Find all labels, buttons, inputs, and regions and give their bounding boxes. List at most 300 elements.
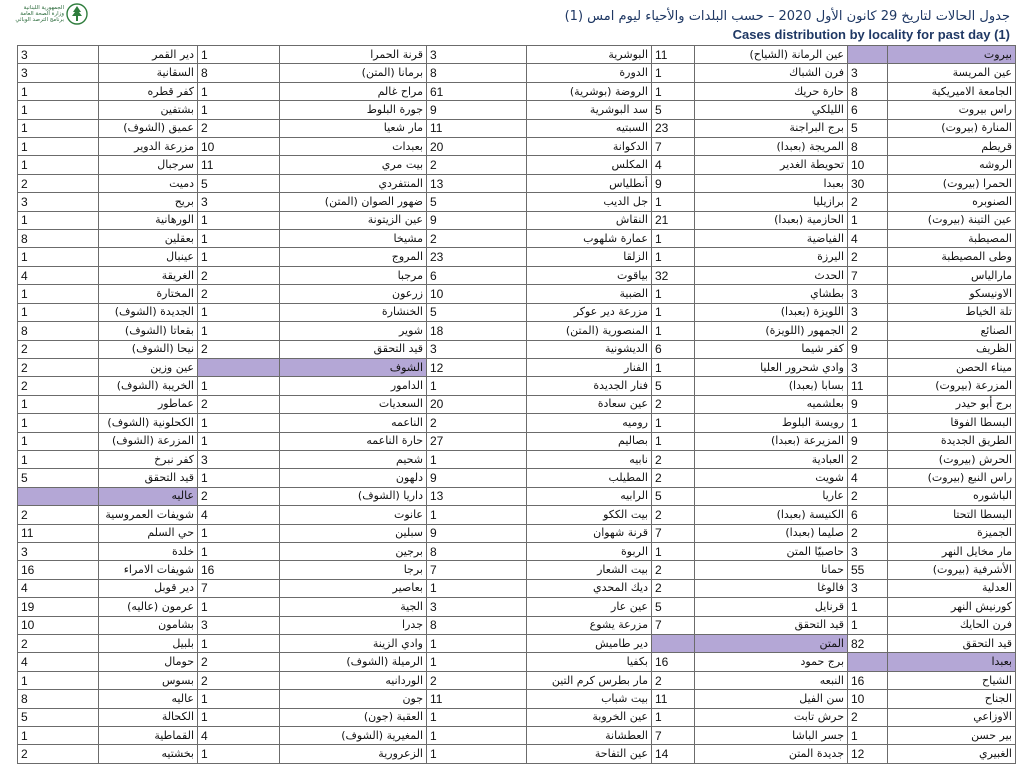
case-count-cell: 1 bbox=[18, 671, 99, 689]
case-count-cell: 10 bbox=[848, 156, 888, 174]
table-row bbox=[18, 616, 1016, 634]
case-count-cell: 3 bbox=[18, 193, 99, 211]
case-count-cell: 2 bbox=[198, 285, 280, 303]
case-count-cell: 20 bbox=[427, 138, 527, 156]
page-header bbox=[0, 0, 1024, 45]
case-count-cell: 1 bbox=[427, 708, 527, 726]
case-count-cell: 1 bbox=[198, 211, 280, 229]
case-count-cell: 1 bbox=[652, 248, 695, 266]
locality-cell: شوير bbox=[280, 322, 427, 340]
case-count-cell: 3 bbox=[848, 303, 888, 321]
case-count-cell: 2 bbox=[848, 524, 888, 542]
table-row bbox=[18, 690, 1016, 708]
case-count-cell: 1 bbox=[198, 432, 280, 450]
locality-cell: قيد التحقق bbox=[695, 616, 848, 634]
table-row bbox=[18, 598, 1016, 616]
table-row bbox=[18, 524, 1016, 542]
locality-cell: المروج bbox=[280, 248, 427, 266]
locality-cell: الدامور bbox=[280, 377, 427, 395]
locality-cell: جدرا bbox=[280, 616, 427, 634]
case-count-cell: 2 bbox=[848, 322, 888, 340]
case-count-cell: 6 bbox=[427, 266, 527, 284]
locality-cell: الطريق الجديدة bbox=[888, 432, 1016, 450]
table-row bbox=[18, 303, 1016, 321]
table-row bbox=[18, 395, 1016, 413]
locality-cell: عين وزين bbox=[99, 358, 198, 376]
locality-cell: الورهانية bbox=[99, 211, 198, 229]
locality-cell: بطشاي bbox=[695, 285, 848, 303]
locality-cell: الخريبة (الشوف) bbox=[99, 377, 198, 395]
locality-cell: قيد التحقق bbox=[888, 635, 1016, 653]
locality-cell: جون bbox=[280, 690, 427, 708]
case-count-cell: 8 bbox=[848, 82, 888, 100]
locality-cell: الغبيري bbox=[888, 745, 1016, 764]
case-count-cell: 2 bbox=[198, 119, 280, 137]
locality-cell: المنارة (بيروت) bbox=[888, 119, 1016, 137]
case-count-cell: 2 bbox=[198, 671, 280, 689]
case-count-cell: 2 bbox=[18, 358, 99, 376]
table-row bbox=[18, 193, 1016, 211]
locality-cell: كورنيش النهر bbox=[888, 598, 1016, 616]
case-count-cell: 2 bbox=[427, 156, 527, 174]
case-count-cell: 16 bbox=[18, 561, 99, 579]
table-row bbox=[18, 635, 1016, 653]
case-count-cell: 9 bbox=[848, 432, 888, 450]
locality-cell: القماطية bbox=[99, 727, 198, 745]
locality-cell: شحيم bbox=[280, 450, 427, 468]
case-count-cell: 5 bbox=[652, 598, 695, 616]
locality-cell: الصنوبره bbox=[888, 193, 1016, 211]
locality-cell: برجا bbox=[280, 561, 427, 579]
case-count-cell: 1 bbox=[18, 156, 99, 174]
locality-cell: اللويزة (بعبدا) bbox=[695, 303, 848, 321]
case-count-cell: 1 bbox=[652, 358, 695, 376]
locality-cell: كفر شيما bbox=[695, 340, 848, 358]
locality-cell: السبتيه bbox=[527, 119, 652, 137]
case-count-cell: 1 bbox=[848, 616, 888, 634]
table-row bbox=[18, 138, 1016, 156]
case-count-cell: 2 bbox=[652, 671, 695, 689]
locality-cell: الجية bbox=[280, 598, 427, 616]
case-count-cell: 10 bbox=[427, 285, 527, 303]
table-row bbox=[18, 414, 1016, 432]
table-row bbox=[18, 340, 1016, 358]
case-count-cell: 14 bbox=[652, 745, 695, 764]
case-count-cell: 2 bbox=[18, 174, 99, 192]
locality-cell: روميه bbox=[527, 414, 652, 432]
case-count-cell: 2 bbox=[198, 395, 280, 413]
table-row bbox=[18, 708, 1016, 726]
table-row bbox=[18, 322, 1016, 340]
case-count-cell: 30 bbox=[848, 174, 888, 192]
locality-cell: الزلقا bbox=[527, 248, 652, 266]
locality-cell: كفر نبرخ bbox=[99, 450, 198, 468]
locality-cell: بريح bbox=[99, 193, 198, 211]
locality-cell: ضهور الصوان (المتن) bbox=[280, 193, 427, 211]
case-count-cell: 1 bbox=[427, 377, 527, 395]
locality-cell: الجناح bbox=[888, 690, 1016, 708]
locality-cell: دلهون bbox=[280, 469, 427, 487]
table-row bbox=[18, 487, 1016, 505]
locality-cell: بسابا (بعبدا) bbox=[695, 377, 848, 395]
table-row bbox=[18, 542, 1016, 560]
locality-cell: نيحا (الشوف) bbox=[99, 340, 198, 358]
case-count-cell: 5 bbox=[848, 119, 888, 137]
locality-cell: بشتفين bbox=[99, 101, 198, 119]
case-count-cell: 3 bbox=[198, 616, 280, 634]
case-count-cell: 5 bbox=[427, 193, 527, 211]
case-count-cell: 11 bbox=[652, 46, 695, 64]
case-count-cell: 21 bbox=[652, 211, 695, 229]
logo-text bbox=[8, 5, 64, 23]
case-count-cell: 32 bbox=[652, 266, 695, 284]
case-count-cell: 5 bbox=[652, 101, 695, 119]
case-count-cell: 7 bbox=[652, 138, 695, 156]
case-count-cell: 1 bbox=[652, 285, 695, 303]
case-count-cell: 1 bbox=[652, 193, 695, 211]
locality-cell: الفياضية bbox=[695, 230, 848, 248]
locality-cell: المريجة (بعبدا) bbox=[695, 138, 848, 156]
region-header-cell bbox=[848, 653, 888, 671]
locality-cell: سبلين bbox=[280, 524, 427, 542]
case-count-cell: 4 bbox=[18, 266, 99, 284]
case-count-cell: 20 bbox=[427, 395, 527, 413]
case-count-cell: 5 bbox=[18, 469, 99, 487]
table-row bbox=[18, 285, 1016, 303]
case-count-cell: 1 bbox=[18, 82, 99, 100]
case-count-cell: 1 bbox=[18, 119, 99, 137]
region-header-cell: الشوف bbox=[280, 358, 427, 376]
locality-cell: قيد التحقق bbox=[99, 469, 198, 487]
case-count-cell: 10 bbox=[848, 690, 888, 708]
case-count-cell: 11 bbox=[427, 690, 527, 708]
case-count-cell: 2 bbox=[18, 377, 99, 395]
case-count-cell: 1 bbox=[198, 82, 280, 100]
case-count-cell: 2 bbox=[198, 653, 280, 671]
table-row bbox=[18, 653, 1016, 671]
locality-cell: بشامون bbox=[99, 616, 198, 634]
locality-cell: عميق (الشوف) bbox=[99, 119, 198, 137]
region-header-cell: المتن bbox=[695, 635, 848, 653]
case-count-cell: 2 bbox=[18, 745, 99, 764]
locality-cell: النبعه bbox=[695, 671, 848, 689]
case-count-cell: 1 bbox=[848, 727, 888, 745]
locality-cell: المنصورية (المتن) bbox=[527, 322, 652, 340]
locality-cell: برازيليا bbox=[695, 193, 848, 211]
case-count-cell: 16 bbox=[652, 653, 695, 671]
case-count-cell: 8 bbox=[18, 230, 99, 248]
case-count-cell: 1 bbox=[848, 598, 888, 616]
locality-cell: سد البوشرية bbox=[527, 101, 652, 119]
locality-cell: سن الفيل bbox=[695, 690, 848, 708]
locality-cell: عين الرمانة (الشياح) bbox=[695, 46, 848, 64]
locality-cell: بعبدا bbox=[695, 174, 848, 192]
locality-cell: عين التفاحة bbox=[527, 745, 652, 764]
locality-cell: مزرعة دير عوكر bbox=[527, 303, 652, 321]
locality-cell: الغريقة bbox=[99, 266, 198, 284]
case-count-cell: 2 bbox=[18, 506, 99, 524]
locality-cell: برج البراجنة bbox=[695, 119, 848, 137]
locality-cell: مراح غالم bbox=[280, 82, 427, 100]
case-count-cell: 5 bbox=[427, 303, 527, 321]
case-count-cell: 61 bbox=[427, 82, 527, 100]
locality-cell: الزعرورية bbox=[280, 745, 427, 764]
case-count-cell: 1 bbox=[427, 506, 527, 524]
locality-cell: بير حسن bbox=[888, 727, 1016, 745]
case-count-cell: 11 bbox=[427, 119, 527, 137]
case-count-cell: 8 bbox=[18, 690, 99, 708]
locality-cell: عمارة شلهوب bbox=[527, 230, 652, 248]
locality-cell: فنار الجديدة bbox=[527, 377, 652, 395]
case-count-cell: 1 bbox=[652, 542, 695, 560]
locality-cell: برج أبو حيدر bbox=[888, 395, 1016, 413]
table-row bbox=[18, 64, 1016, 82]
locality-cell: الديشونية bbox=[527, 340, 652, 358]
case-count-cell: 1 bbox=[198, 230, 280, 248]
case-count-cell: 5 bbox=[18, 708, 99, 726]
locality-cell: فالوغا bbox=[695, 579, 848, 597]
case-count-cell: 2 bbox=[427, 230, 527, 248]
case-count-cell: 1 bbox=[18, 414, 99, 432]
locality-cell: الصنائع bbox=[888, 322, 1016, 340]
locality-cell: البسطا الفوقا bbox=[888, 414, 1016, 432]
locality-cell: ديك المحدي bbox=[527, 579, 652, 597]
case-count-cell: 23 bbox=[427, 248, 527, 266]
locality-cell: كفر قطره bbox=[99, 82, 198, 100]
case-count-cell: 6 bbox=[848, 506, 888, 524]
case-count-cell: 3 bbox=[198, 450, 280, 468]
locality-cell: المصيطبة bbox=[888, 230, 1016, 248]
locality-cell: الرميلة (الشوف) bbox=[280, 653, 427, 671]
locality-cell: أنطلياس bbox=[527, 174, 652, 192]
case-count-cell: 11 bbox=[652, 690, 695, 708]
locality-cell: الضبية bbox=[527, 285, 652, 303]
locality-cell: عانوت bbox=[280, 506, 427, 524]
case-count-cell: 19 bbox=[18, 598, 99, 616]
case-count-cell: 2 bbox=[198, 487, 280, 505]
case-count-cell: 1 bbox=[18, 450, 99, 468]
locality-cell: جورة البلوط bbox=[280, 101, 427, 119]
case-count-cell: 5 bbox=[652, 487, 695, 505]
locality-cell: دير قوبل bbox=[99, 579, 198, 597]
locality-cell: شويت bbox=[695, 469, 848, 487]
case-count-cell: 3 bbox=[427, 598, 527, 616]
case-count-cell: 4 bbox=[198, 506, 280, 524]
case-count-cell: 2 bbox=[652, 579, 695, 597]
case-count-cell: 1 bbox=[198, 690, 280, 708]
locality-cell: الجامعة الاميريكية bbox=[888, 82, 1016, 100]
case-count-cell: 3 bbox=[848, 579, 888, 597]
table-row bbox=[18, 506, 1016, 524]
case-count-cell: 7 bbox=[652, 616, 695, 634]
locality-cell: شويفات الامراء bbox=[99, 561, 198, 579]
locality-cell: الليلكي bbox=[695, 101, 848, 119]
case-count-cell: 1 bbox=[652, 432, 695, 450]
locality-cell: سرجبال bbox=[99, 156, 198, 174]
locality-cell: عين المريسة bbox=[888, 64, 1016, 82]
locality-cell: بعلشميه bbox=[695, 395, 848, 413]
case-count-cell: 1 bbox=[427, 450, 527, 468]
case-count-cell: 5 bbox=[652, 377, 695, 395]
table-row bbox=[18, 156, 1016, 174]
locality-cell: المكلس bbox=[527, 156, 652, 174]
case-count-cell: 8 bbox=[427, 64, 527, 82]
locality-cell: نابيه bbox=[527, 450, 652, 468]
locality-cell: قريطم bbox=[888, 138, 1016, 156]
locality-cell: مار مخايل النهر bbox=[888, 542, 1016, 560]
case-count-cell: 13 bbox=[427, 174, 527, 192]
locality-cell: مار بطرس كرم التين bbox=[527, 671, 652, 689]
locality-cell: الاونيسكو bbox=[888, 285, 1016, 303]
locality-cell: حمانا bbox=[695, 561, 848, 579]
case-count-cell: 11 bbox=[198, 156, 280, 174]
case-count-cell: 1 bbox=[427, 579, 527, 597]
case-count-cell: 2 bbox=[848, 487, 888, 505]
locality-cell: الحمرا (بيروت) bbox=[888, 174, 1016, 192]
locality-cell: العقبة (جون) bbox=[280, 708, 427, 726]
locality-cell: وطى المصيطبة bbox=[888, 248, 1016, 266]
locality-cell: تحويطة الغدير bbox=[695, 156, 848, 174]
locality-cell: بيت الشعار bbox=[527, 561, 652, 579]
case-count-cell: 1 bbox=[18, 395, 99, 413]
case-count-cell: 2 bbox=[652, 395, 695, 413]
case-count-cell: 1 bbox=[652, 322, 695, 340]
case-count-cell: 1 bbox=[427, 745, 527, 764]
case-count-cell: 7 bbox=[848, 266, 888, 284]
case-count-cell: 4 bbox=[18, 579, 99, 597]
locality-cell: المزرعة (بيروت) bbox=[888, 377, 1016, 395]
locality-cell: برجين bbox=[280, 542, 427, 560]
case-count-cell: 1 bbox=[18, 303, 99, 321]
case-count-cell: 27 bbox=[427, 432, 527, 450]
locality-cell: عين التينة (بيروت) bbox=[888, 211, 1016, 229]
locality-cell: المنتفردي bbox=[280, 174, 427, 192]
logo-line-2: وزارة الصحة العامة bbox=[20, 11, 64, 17]
locality-cell: رويسة البلوط bbox=[695, 414, 848, 432]
locality-cell: المغيرية (الشوف) bbox=[280, 727, 427, 745]
case-count-cell: 1 bbox=[848, 414, 888, 432]
case-count-cell: 9 bbox=[848, 395, 888, 413]
cases-table bbox=[17, 45, 1016, 764]
locality-cell: دميت bbox=[99, 174, 198, 192]
ministry-logo bbox=[8, 3, 93, 25]
locality-cell: الناعمه bbox=[280, 414, 427, 432]
case-count-cell: 2 bbox=[18, 340, 99, 358]
locality-cell: دير القمر bbox=[99, 46, 198, 64]
locality-cell: عينبال bbox=[99, 248, 198, 266]
table-row bbox=[18, 174, 1016, 192]
case-count-cell: 1 bbox=[652, 303, 695, 321]
case-count-cell: 1 bbox=[652, 708, 695, 726]
locality-cell: العبادية bbox=[695, 450, 848, 468]
case-count-cell: 1 bbox=[198, 303, 280, 321]
case-count-cell: 1 bbox=[18, 285, 99, 303]
locality-cell: الشياح bbox=[888, 671, 1016, 689]
locality-cell: راس بيروت bbox=[888, 101, 1016, 119]
case-count-cell: 2 bbox=[652, 450, 695, 468]
case-count-cell: 10 bbox=[198, 138, 280, 156]
case-count-cell: 6 bbox=[848, 101, 888, 119]
case-count-cell: 1 bbox=[198, 469, 280, 487]
locality-cell: ميناء الحصن bbox=[888, 358, 1016, 376]
case-count-cell: 1 bbox=[427, 653, 527, 671]
ministry-seal-icon bbox=[66, 3, 88, 25]
case-count-cell: 3 bbox=[198, 193, 280, 211]
logo-line-3: برنامج الترصد الوبائي bbox=[15, 17, 64, 23]
case-count-cell: 9 bbox=[427, 524, 527, 542]
locality-cell: راس النبع (بيروت) bbox=[888, 469, 1016, 487]
case-count-cell: 1 bbox=[18, 101, 99, 119]
locality-cell: الباشوره bbox=[888, 487, 1016, 505]
locality-cell: عين الزيتونة bbox=[280, 211, 427, 229]
case-count-cell: 16 bbox=[848, 671, 888, 689]
locality-cell: مزرعة يشوع bbox=[527, 616, 652, 634]
locality-cell: حارة الناعمه bbox=[280, 432, 427, 450]
case-count-cell: 1 bbox=[198, 101, 280, 119]
case-count-cell: 7 bbox=[652, 727, 695, 745]
case-count-cell: 1 bbox=[652, 414, 695, 432]
case-count-cell: 4 bbox=[652, 156, 695, 174]
locality-cell: عين سعادة bbox=[527, 395, 652, 413]
case-count-cell: 1 bbox=[198, 524, 280, 542]
table-row bbox=[18, 671, 1016, 689]
table-row bbox=[18, 469, 1016, 487]
case-count-cell: 3 bbox=[427, 340, 527, 358]
case-count-cell: 4 bbox=[18, 653, 99, 671]
locality-cell: الظريف bbox=[888, 340, 1016, 358]
case-count-cell: 10 bbox=[18, 616, 99, 634]
locality-cell: صليما (بعبدا) bbox=[695, 524, 848, 542]
case-count-cell: 1 bbox=[198, 708, 280, 726]
case-count-cell: 3 bbox=[848, 542, 888, 560]
locality-cell: الأشرفية (بيروت) bbox=[888, 561, 1016, 579]
locality-cell: الروشه bbox=[888, 156, 1016, 174]
locality-cell: شويفات العمروسية bbox=[99, 506, 198, 524]
locality-cell: داريا (الشوف) bbox=[280, 487, 427, 505]
case-count-cell: 3 bbox=[18, 542, 99, 560]
locality-cell: بلبيل bbox=[99, 635, 198, 653]
table-row bbox=[18, 230, 1016, 248]
locality-cell: بيت الككو bbox=[527, 506, 652, 524]
case-count-cell: 1 bbox=[18, 432, 99, 450]
case-count-cell: 2 bbox=[848, 450, 888, 468]
locality-cell: الخنشارة bbox=[280, 303, 427, 321]
locality-cell: جسر الباشا bbox=[695, 727, 848, 745]
case-count-cell: 2 bbox=[18, 635, 99, 653]
case-count-cell: 13 bbox=[427, 487, 527, 505]
case-count-cell: 1 bbox=[427, 727, 527, 745]
case-count-cell: 9 bbox=[427, 101, 527, 119]
table-row bbox=[18, 727, 1016, 745]
locality-cell: مارالياس bbox=[888, 266, 1016, 284]
locality-cell: المزيرعة (بعبدا) bbox=[695, 432, 848, 450]
locality-cell: عاليه bbox=[99, 690, 198, 708]
case-count-cell: 2 bbox=[198, 266, 280, 284]
region-header-cell: عاليه bbox=[99, 487, 198, 505]
case-count-cell: 7 bbox=[427, 561, 527, 579]
locality-cell: النقاش bbox=[527, 211, 652, 229]
case-count-cell: 3 bbox=[848, 64, 888, 82]
locality-cell: الوردانيه bbox=[280, 671, 427, 689]
locality-cell: الجمهور (اللويزة) bbox=[695, 322, 848, 340]
locality-cell: وادي شحرور العليا bbox=[695, 358, 848, 376]
locality-cell: السقانية bbox=[99, 64, 198, 82]
case-count-cell: 6 bbox=[652, 340, 695, 358]
locality-cell: بقعاتا (الشوف) bbox=[99, 322, 198, 340]
case-count-cell: 8 bbox=[848, 138, 888, 156]
case-count-cell: 1 bbox=[18, 248, 99, 266]
case-count-cell: 1 bbox=[198, 542, 280, 560]
